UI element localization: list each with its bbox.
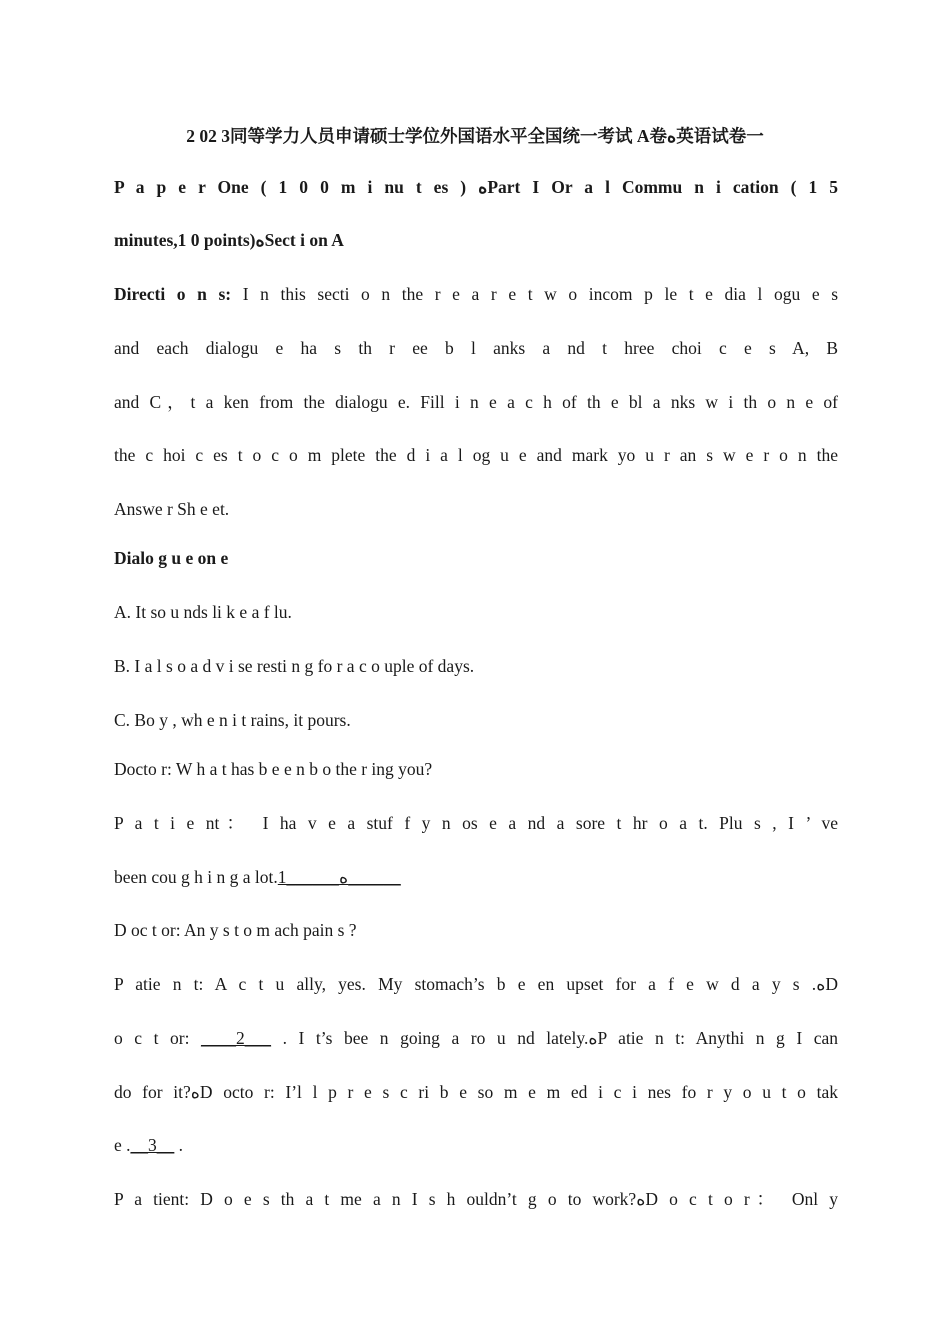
line-text: P a tient: D o e s th a t me a n I s h ouldn’t g o to work?ﻩD o c t o r： Onl y: [114, 1189, 838, 1209]
blank-1: 1______ﻩ______: [277, 867, 401, 887]
line-text: the c hoi c es t o c o m plete the d i a l og u e and mark yo u r an s w e r o n the: [114, 445, 838, 465]
dialogue-line-doctor-3: [114, 1026, 838, 1050]
line-text: o c t or:: [114, 1028, 202, 1048]
directions-line-2: [114, 336, 838, 360]
dialogue-line-patient-1b: [114, 865, 838, 889]
document-title: 2 02 3同等学力人员申请硕士学位外国语水平全国统一考试 A卷ﻩ英语试卷一: [186, 126, 764, 146]
line-text: and C，t a ken from the dialogu e. Fill i n e a c h of th e bl a nks w i th o n e of: [114, 392, 838, 412]
dialogue-line-doctor-4: [114, 1080, 838, 1104]
choice-a: [114, 600, 838, 624]
blank-3: __3__: [130, 1135, 175, 1155]
line-text: do for it?ﻩD octo r: I’l l p r e s c ri b e so m e m ed i c i nes fo r y o u t o tak: [114, 1082, 838, 1102]
directions-line-4: [114, 443, 838, 467]
dialogue-line-doctor-4b: [114, 1133, 838, 1157]
line-text: and each dialogu e ha s th r ee b l anks a nd t hree choi c e s A, B: [114, 338, 838, 358]
line-text: B. I a l s o a d v i se resti n g fo r a c o uple of days.: [114, 656, 475, 676]
choice-b: [114, 654, 838, 678]
line-text: P a t i e nt： I ha v e a stuf f y n os e a nd a sore t hr o a t. Plu s , I ’ ve: [114, 813, 838, 833]
line-text: Dialo g u e on e: [114, 548, 229, 568]
line-text: Docto r: W h a t has b e e n b o the r ing you?: [114, 759, 433, 779]
line-text: D oc t or: An y s t o m ach pain s ?: [114, 920, 357, 940]
line-text: e .: [114, 1135, 131, 1155]
line-text: been cou g h i n g a lot.: [114, 867, 278, 887]
paper-heading-line-2: [114, 228, 838, 252]
paper-heading-line-1: [114, 175, 838, 199]
directions-line-3: [114, 390, 838, 414]
line-text-after: .: [174, 1135, 184, 1155]
dialogue-line-patient-3: [114, 1187, 838, 1211]
directions-label: Directi o n s:: [114, 284, 232, 304]
blank-2: ____2___: [201, 1028, 272, 1048]
dialogue-line-patient-2: [114, 972, 838, 996]
line-text: C. Bo y , wh e n i t rains, it pours.: [114, 710, 351, 730]
directions-line-5: [114, 497, 838, 521]
dialogue-heading: [114, 546, 838, 570]
line-text: Answe r Sh e et.: [114, 499, 230, 519]
directions-line-1: [114, 282, 838, 306]
dialogue-line-doctor-1: [114, 757, 838, 781]
line-text: P atie n t: A c t u ally, yes. My stomach’s b e en upset for a f e w d a y s .ﻩD: [114, 974, 838, 994]
dialogue-line-doctor-2: [114, 918, 838, 942]
dialogue-line-patient-1: [114, 811, 838, 835]
line-text: A. It so u nds li k e a f lu.: [114, 602, 292, 622]
line-text: P a p e r One ( 1 0 0 m i nu t es ) ﻩPart I Or a l Commu n i cation ( 1 5: [114, 177, 838, 197]
line-text: I n this secti o n the r e a r e t w o incom p le t e dia l ogu e s: [231, 284, 838, 304]
choice-c: [114, 708, 838, 732]
line-text: minutes,1 0 points)ﻩSect i on A: [114, 230, 344, 250]
line-text-after: . I t’s bee n going a ro u nd lately.ﻩP atie n t: Anythi n g I can: [271, 1028, 838, 1048]
